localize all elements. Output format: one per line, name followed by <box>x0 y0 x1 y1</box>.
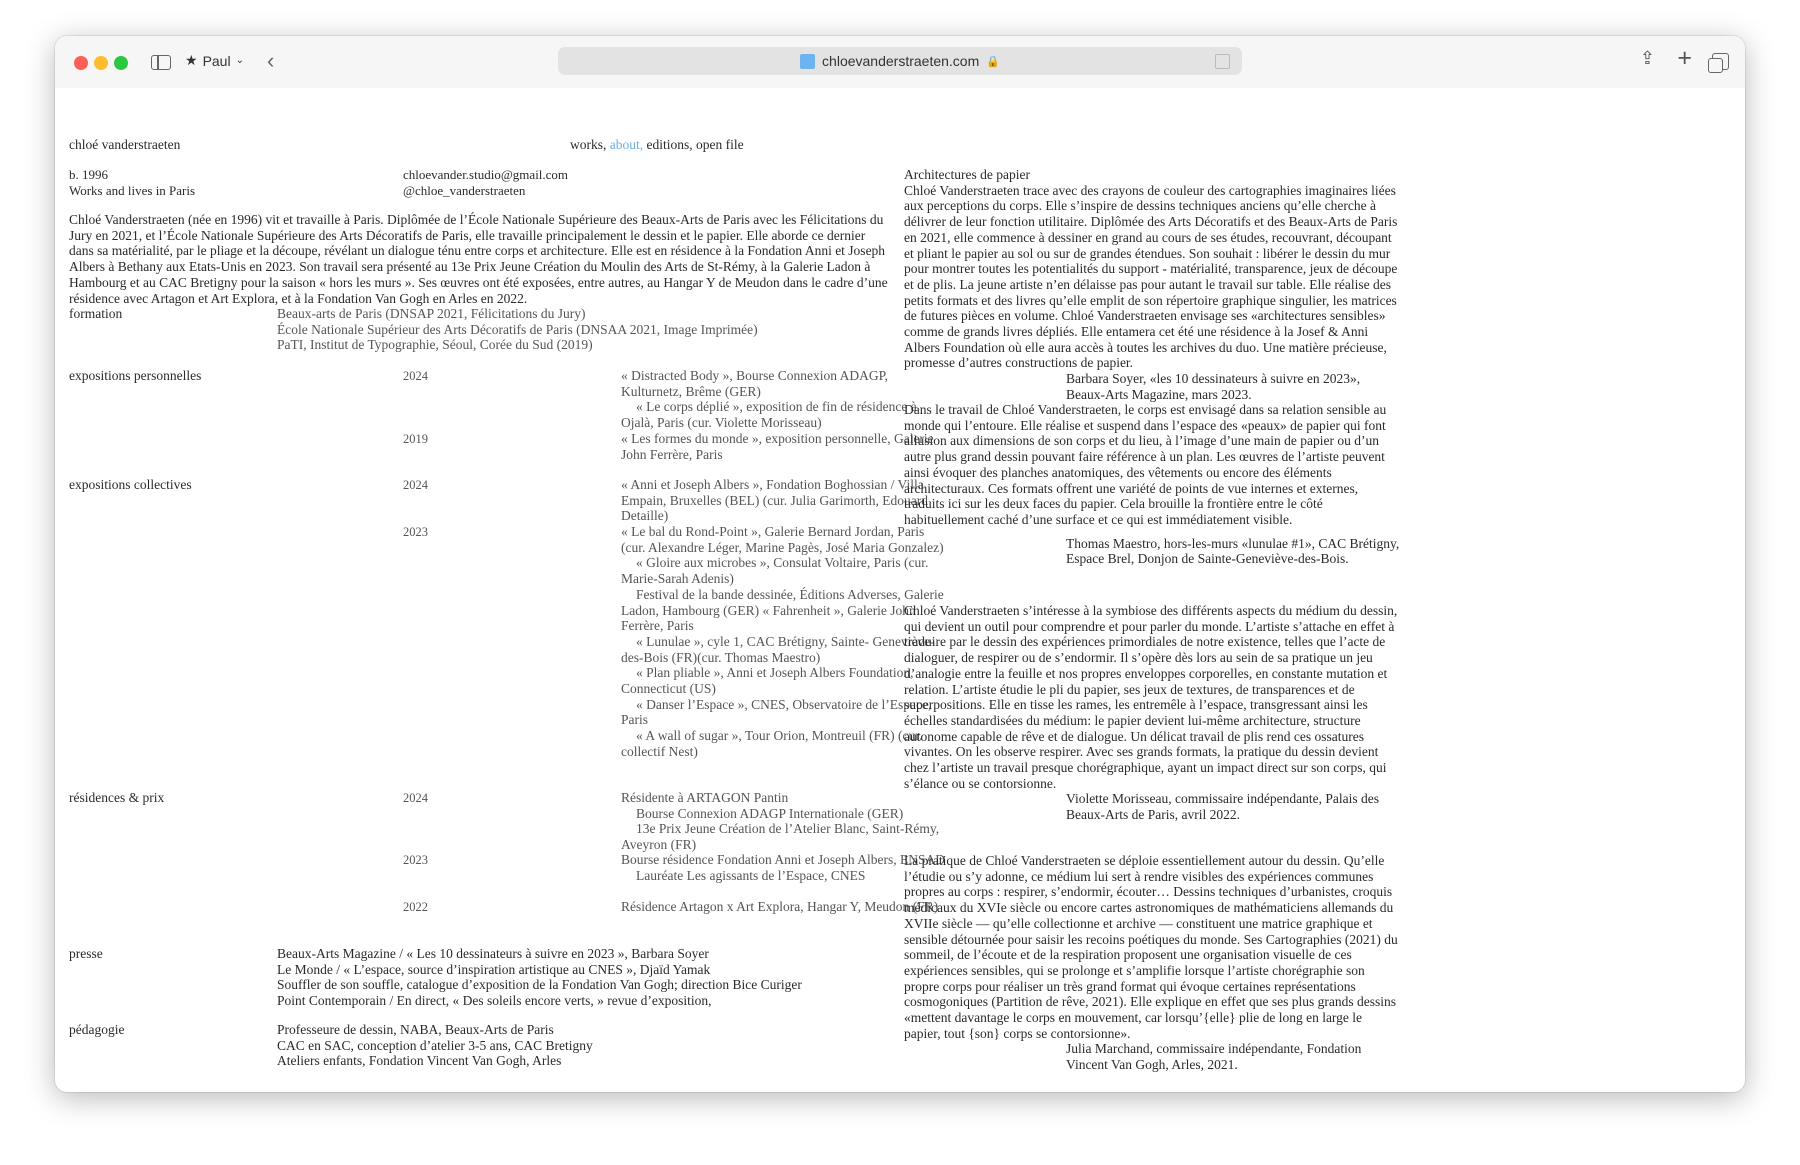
tab-overview-icon[interactable] <box>1712 53 1729 70</box>
award-item: Bourse Connexion ADAGP Internationale (GER) <box>636 805 904 821</box>
award-item: Résidence Artagon x Art Explora, Hangar Y, Meudon (FR) <box>621 899 939 914</box>
residences-2024 <box>621 790 949 853</box>
exhibition-item: « Anni et Joseph Albers », Fondation Boghossian / Villa Empain, Bruxelles (BEL) (cur. Julia Garimorth, Edouard Detaille) <box>621 477 929 524</box>
presse-label: presse <box>69 946 103 961</box>
press-item[interactable]: Beaux-Arts Magazine / « Les 10 dessinateurs à suivre en 2023 », Barbara Soyer <box>277 946 709 961</box>
address-bar[interactable] <box>558 47 1242 75</box>
teaching-item: Ateliers enfants, Fondation Vincent Van Gogh, Arles <box>277 1053 562 1069</box>
zoom-window-button[interactable] <box>114 56 128 70</box>
expo-perso-label: expositions personnelles <box>69 368 202 383</box>
text-body: Chloé Vanderstraeten s’intéresse à la symbiose des différents aspects du médium du dessin, qui devient un outil pour comprendre et pour parler du monde. L’artiste s’attache en effet à traduire par le dessin des expériences primordiales de notre existence, telles que l’acte de dialoguer, de respirer ou de s’endormir. Il s’opère dès lors au sein de sa pratique un jeu d’analogie entre la feuille et nos propres enveloppes corporelles, en constante mutation et relation. L’artiste étudie le pli du papier, ses jeux de textures, de transparences et de superpositions. Elle en tisse les rames, les entremêle à l’espace, transgressant ainsi les échelles standardisées du médium: le papier devient lui-même architecture, structure autonome capable de rêve et de dialogue. Un délicat travail de plis rend ces ossatures vivantes. On les observe respirer. Avec ses grands formats, la pratique du dessin devient chez l’artiste un travail presque chorégraphique, ayant un impact direct sur son corps, qui s’élance ou se contorsionne. <box>904 603 1398 791</box>
url-text: chloevanderstraeten.com <box>822 53 980 69</box>
expo-perso-2024 <box>621 368 949 431</box>
award-item: Résidente à ARTAGON Pantin <box>621 790 789 805</box>
formation-item: PaTI, Institut de Typographie, Séoul, Corée du Sud (2019) <box>277 337 593 353</box>
exhibition-item: « Distracted Body », Bourse Connexion ADAGP, Kulturnetz, Brême (GER) <box>621 368 888 399</box>
site-name[interactable]: chloé vanderstraeten <box>69 137 181 152</box>
instagram-link[interactable]: @chloe_vanderstraeten <box>403 182 526 198</box>
nav-works[interactable]: works, <box>570 137 607 152</box>
exhibition-item: Festival de la bande dessinée, Éditions Adverses, Galerie Ladon, Hambourg (GER) « Fahrenheit », Galerie John Ferrère, Paris <box>621 586 944 634</box>
presse-list <box>277 946 802 1009</box>
text-body: Chloé Vanderstraeten trace avec des crayons de couleur des cartographies imaginaires liées aux perceptions du corps. Elle s’inspire de dessins techniques anciens qu’elle cherche à délivrer de leur fonction utilitaire. Diplômée des Arts Décoratifs et des Beaux-Arts de Paris en 2021, elle commence à dessiner en grand au cours de ses études, recouvrant, découpant et pliant le papier au sol ou sur de grandes étendues. Son souhait : libérer le dessin du mur pour montrer toutes les potentialités du support - matérialité, transparence, jeux de découpe et de plis. La jeune artiste n’en délaisse pas pour autant le travail sur table. Elle réalise des petits formats et des livres qu’elle emplit de son répertoire graphique singulier, les matrices de futures pièces en volume. Chloé Vanderstraeten envisage ses «architectures sensibles» comme de grands livres dépliés. Elle entamera cet été une résidence à la Josef & Anni Albers Foundation où elle aura accès à toutes les archives du duo. Une matière précieuse, promesse d’autres constructions de papier. <box>904 182 1398 371</box>
teaching-item: Professeure de dessin, NABA, Beaux-Arts de Paris <box>277 1022 554 1037</box>
text-body: Dans le travail de Chloé Vanderstraeten, le corps est envisagé dans sa relation sensible au monde qui l’entoure. Elle réalise et suspend dans l’espace des «peaux» de papier qui font allusion aux dimensions de son corps et du lieu, à l’image d’une main de papier ou d’un autre plus grand dessin pouvant faire référence à un plan. Les œuvres de l’artiste peuvent ainsi évoquer des planches anatomiques, des vêtements ou encore des éléments architecturaux. Ces formats offrent une variété de points de vue internes et externes, traduits ici sur les deux faces du papier. Cela brouille la frontière entre le côté habituellement caché d’une surface et ce qui est immédiatement visible. <box>904 402 1387 527</box>
nav-editions[interactable]: editions, <box>646 137 693 152</box>
close-window-button[interactable] <box>74 56 88 70</box>
text-attribution: Violette Morisseau, commissaire indépendante, Palais des Beaux-Arts de Paris, avril 2022. <box>1066 791 1379 823</box>
web-page <box>55 88 1745 1092</box>
profile-name: Paul <box>202 52 231 69</box>
email-link[interactable]: chloevander.studio@gmail.com <box>403 167 569 182</box>
star-icon: ★ <box>185 52 198 68</box>
exhibition-item: « Le corps déplié », exposition de fin de résidence à Ojalà, Paris (cur. Violette Morisseau) <box>621 399 917 431</box>
teaching-item: CAC en SAC, conception d’atelier 3-5 ans, CAC Bretigny <box>277 1037 593 1053</box>
expo-coll-label: expositions collectives <box>69 477 192 492</box>
sidebar-toggle-icon[interactable] <box>151 55 171 70</box>
text-maestro <box>904 402 1400 567</box>
exhibition-item: « Plan pliable », Anni et Joseph Albers Foundation, Connecticut (US) <box>621 665 914 697</box>
text-architectures <box>904 167 1400 403</box>
site-nav <box>570 137 744 153</box>
exhibition-item: « Le bal du Rond-Point », Galerie Bernard Jordan, Paris (cur. Alexandre Léger, Marine Pagès, José Maria Gonzalez) <box>621 524 944 555</box>
formation-list <box>277 306 758 353</box>
text-attribution: Barbara Soyer, «les 10 dessinateurs à suivre en 2023», Beaux-Arts Magazine, mars 2023. <box>1066 371 1361 402</box>
award-item: Bourse résidence Fondation Anni et Joseph Albers, ENSAD <box>621 852 945 867</box>
profile-button[interactable] <box>185 52 244 69</box>
formation-label: formation <box>69 306 123 321</box>
text-marchand <box>904 853 1400 1073</box>
new-tab-icon[interactable]: + <box>1677 44 1692 72</box>
favicon-icon <box>800 54 815 69</box>
nav-open-file[interactable]: open file <box>696 137 744 152</box>
browser-window <box>55 36 1745 1092</box>
text-attribution: Julia Marchand, commissaire indépendante, Fondation Vincent Van Gogh, Arles, 2021. <box>1066 1041 1362 1073</box>
lives-text: Works and lives in Paris <box>69 182 196 198</box>
expo-coll-2023 <box>621 524 949 760</box>
year-label: 2024 <box>403 791 428 805</box>
formation-item: Beaux-arts de Paris (DNSAP 2021, Félicitations du Jury) <box>277 306 586 321</box>
press-item[interactable]: Point Contemporain / En direct, « Des soleils encore verts, » revue d’exposition, <box>277 993 712 1009</box>
pedagogie-list <box>277 1022 593 1069</box>
residences-2023 <box>621 852 949 883</box>
text-body: La pratique de Chloé Vanderstraeten se déploie essentiellement autour du dessin. Qu’elle l’étudie ou s’y adonne, ce médium lui sert à rendre visibles des expériences communes propres au corps : respirer, s’endormir, écouter… Dessins techniques d’urbanistes, croquis médicaux du XVIe siècle ou encore cartes astronomiques de mathématiciens allemands du XVIIe siècle — qu’elle collectionne et archive — constituent une matrice graphique et sensible détournée pour saisir les recoins poétiques du monde. Ses Cartographies (2021) du sommeil, de l’écoute et de la respiration proposent une organisation visuelle de ces expériences sensibles, qui se prolonge et s’amplifie lorsque l’artiste chorégraphie son propre corps pour réaliser un très grand format qui évoque certaines représentations cosmogoniques (Partition de rêve, 2021). Elle explique en effet que ses plus grands dessins «mettent davantage le corps en mouvement, car lorsqu’{elle} plie de long en large le papier, tout {son} corps se contorsionne». <box>904 853 1398 1041</box>
press-item[interactable]: Souffler de son souffle, catalogue d’exposition de la Fondation Van Gogh; direction Bice Curiger <box>277 977 802 993</box>
birth-info <box>69 167 195 198</box>
award-item: 13e Prix Jeune Création de l’Atelier Blanc, Saint-Rémy, Aveyron (FR) <box>621 821 940 853</box>
exhibition-item: « A wall of sugar », Tour Orion, Montreuil (FR) (cur. collectif Nest) <box>621 728 923 759</box>
nav-about[interactable]: about, <box>609 137 644 152</box>
year-label: 2022 <box>403 900 428 914</box>
chevron-down-icon: ⌄ <box>235 55 244 66</box>
text-morisseau <box>904 603 1400 823</box>
born-text: b. 1996 <box>69 167 108 182</box>
back-button-icon[interactable]: ‹ <box>267 48 275 73</box>
residences-2022 <box>621 899 949 915</box>
share-icon[interactable]: ⇪ <box>1639 48 1655 68</box>
exhibition-item: « Lunulae », cyle 1, CAC Brétigny, Sainte- Geneviève-des-Bois (FR)(cur. Thomas Maestro) <box>621 633 935 665</box>
minimize-window-button[interactable] <box>94 56 108 70</box>
exhibition-item: « Danser l’Espace », CNES, Observatoire de l’Espace, Paris <box>621 696 932 728</box>
press-item[interactable]: Le Monde / « L’espace, source d’inspiration artistique au CNES », Djaïd Yamak <box>277 961 711 977</box>
text-attribution: Thomas Maestro, hors-les-murs «lunulae #1», CAC Brétigny, Espace Brel, Donjon de Sainte-Geneviève-des-Bois. <box>1066 535 1400 567</box>
pedagogie-label: pédagogie <box>69 1022 125 1037</box>
expo-coll-2024 <box>621 477 949 524</box>
bio-paragraph: Chloé Vanderstraeten (née en 1996) vit et travaille à Paris. Diplômée de l’École Nationale Supérieure des Beaux-Arts de Paris avec les Félicitations du Jury en 2021, et l’École Nationale Supérieure des Arts Décoratifs de Paris, elle travaille principalement le dessin et le papier. Elle aborde ce dernier dans sa matérialité, par le pliage et la découpe, révélant un dialogue ténu entre corps et architecture. Elle est en résidence à la Fondation Anni et Joseph Albers à Bethany aux Etats-Unis en 2023. Son travail sera présenté au 13e Prix Jeune Création du Moulin des Arts de St-Rémy, à la Galerie Ladon à Hambourg et au CAC Bretigny pour la saison « hors les murs ». Ses œuvres ont été exposées, entre autres, au Hangar Y de Meudon dans le cadre d’une résidence avec Artagon et Art Explora, et à la Fondation Van Gogh en Arles en 2022. <box>69 212 888 306</box>
exhibition-item: « Gloire aux microbes », Consulat Voltaire, Paris (cur. Marie-Sarah Adenis) <box>621 555 929 587</box>
year-label: 2024 <box>403 478 428 492</box>
residences-label: résidences & prix <box>69 790 165 805</box>
year-label: 2019 <box>403 432 428 446</box>
expo-perso-2019 <box>621 431 949 462</box>
year-label: 2024 <box>403 369 428 383</box>
formation-item: École Nationale Supérieur des Arts Décoratifs de Paris (DNSAA 2021, Image Imprimée) <box>277 321 758 337</box>
lock-icon: 🔒 <box>986 55 1000 68</box>
reader-icon[interactable] <box>1215 54 1230 69</box>
award-item: Lauréate Les agissants de l’Espace, CNES <box>636 867 866 883</box>
year-label: 2023 <box>403 525 428 539</box>
year-label: 2023 <box>403 853 428 867</box>
exhibition-item: « Les formes du monde », exposition personnelle, Galerie John Ferrère, Paris <box>621 431 934 462</box>
browser-toolbar <box>55 36 1745 88</box>
text-title: Architectures de papier <box>904 167 1030 182</box>
contact-info <box>403 167 568 198</box>
